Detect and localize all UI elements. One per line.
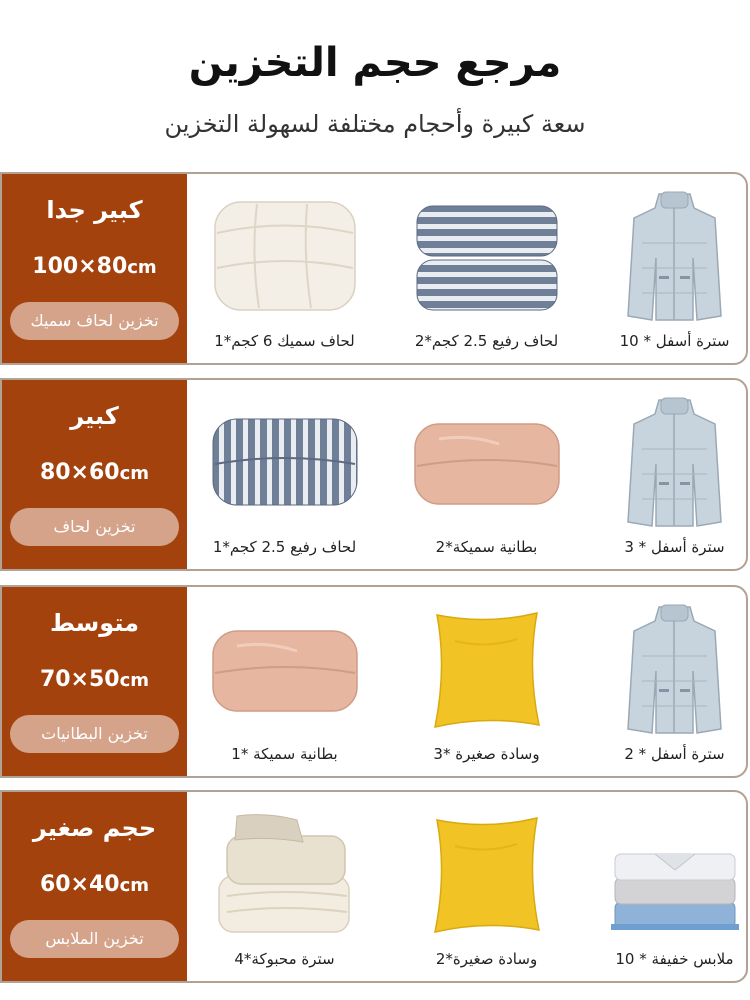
item-caption: سترة أسفل * 2 [624,745,725,763]
item-caption: لحاف رفيع 2.5 كجم*2 [414,332,559,350]
folded-clothes-icon [597,806,748,941]
size-card [0,585,748,778]
item-caption: لحاف سميك 6 كجم*1 [214,332,355,350]
usage-badge: تخزين الملابس [10,920,179,958]
size-card [0,378,748,571]
dimension-unit: cm [119,670,150,691]
usage-badge: تخزين لحاف [10,508,179,546]
item-example [192,587,377,776]
size-dimensions [2,254,187,279]
item-example [582,380,748,569]
item-caption: سترة أسفل * 3 [624,538,725,556]
item-caption: لحاف رفيع 2.5 كجم*1 [212,538,357,556]
page-title: مرجع حجم التخزين [188,40,562,86]
size-card [0,172,748,365]
dimension-value: 60×40 [39,872,120,897]
size-card [0,790,748,983]
item-caption: ملابس خفيفة * 10 [615,950,734,968]
size-name: كبير [70,402,119,430]
size-panel [2,792,187,981]
thick-quilt-icon [207,188,362,323]
item-caption: وسادة صغيرة*2 [435,950,538,968]
dimension-unit: cm [127,257,157,278]
item-example [394,380,579,569]
item-example [394,587,579,776]
striped-quilts-icon [409,188,564,323]
item-caption: وسادة صغيرة *3 [433,745,540,763]
size-dimensions [2,667,187,692]
size-dimensions [2,872,187,897]
pink-blanket-icon [409,394,564,529]
size-name: متوسط [49,609,139,637]
item-example [394,174,579,363]
yellow-pillow-icon [409,601,564,736]
dimension-unit: cm [119,875,150,896]
item-example [582,792,748,981]
knit-sweaters-icon [207,806,362,941]
yellow-pillow-icon [409,806,564,941]
page-subtitle: سعة كبيرة وأحجام مختلفة لسهولة التخزين [164,110,586,138]
pink-blanket-icon [207,601,362,736]
dimension-value: 100×80 [32,254,128,279]
striped-quilt-icon [207,394,362,529]
size-panel [2,380,187,569]
dimension-unit: cm [119,463,150,484]
item-caption: بطانية سميكة*2 [435,538,538,556]
item-example [582,174,748,363]
dimension-value: 70×50 [39,667,120,692]
size-dimensions [2,460,187,485]
item-caption: بطانية سميكة *1 [231,745,338,763]
size-name: حجم صغير [32,814,157,842]
usage-badge: تخزين البطانيات [10,715,179,753]
down-jacket-icon [597,601,748,736]
item-example [192,380,377,569]
item-caption: سترة أسفل * 10 [619,332,730,350]
item-caption: سترة محبوكة*4 [234,950,335,968]
item-example [192,174,377,363]
down-jacket-icon [597,188,748,323]
dimension-value: 80×60 [39,460,120,485]
size-panel [2,587,187,776]
usage-badge: تخزين لحاف سميك [10,302,179,340]
item-example [394,792,579,981]
size-name: كبير جدا [46,196,143,224]
size-panel [2,174,187,363]
item-example [582,587,748,776]
item-example [192,792,377,981]
down-jacket-icon [597,394,748,529]
